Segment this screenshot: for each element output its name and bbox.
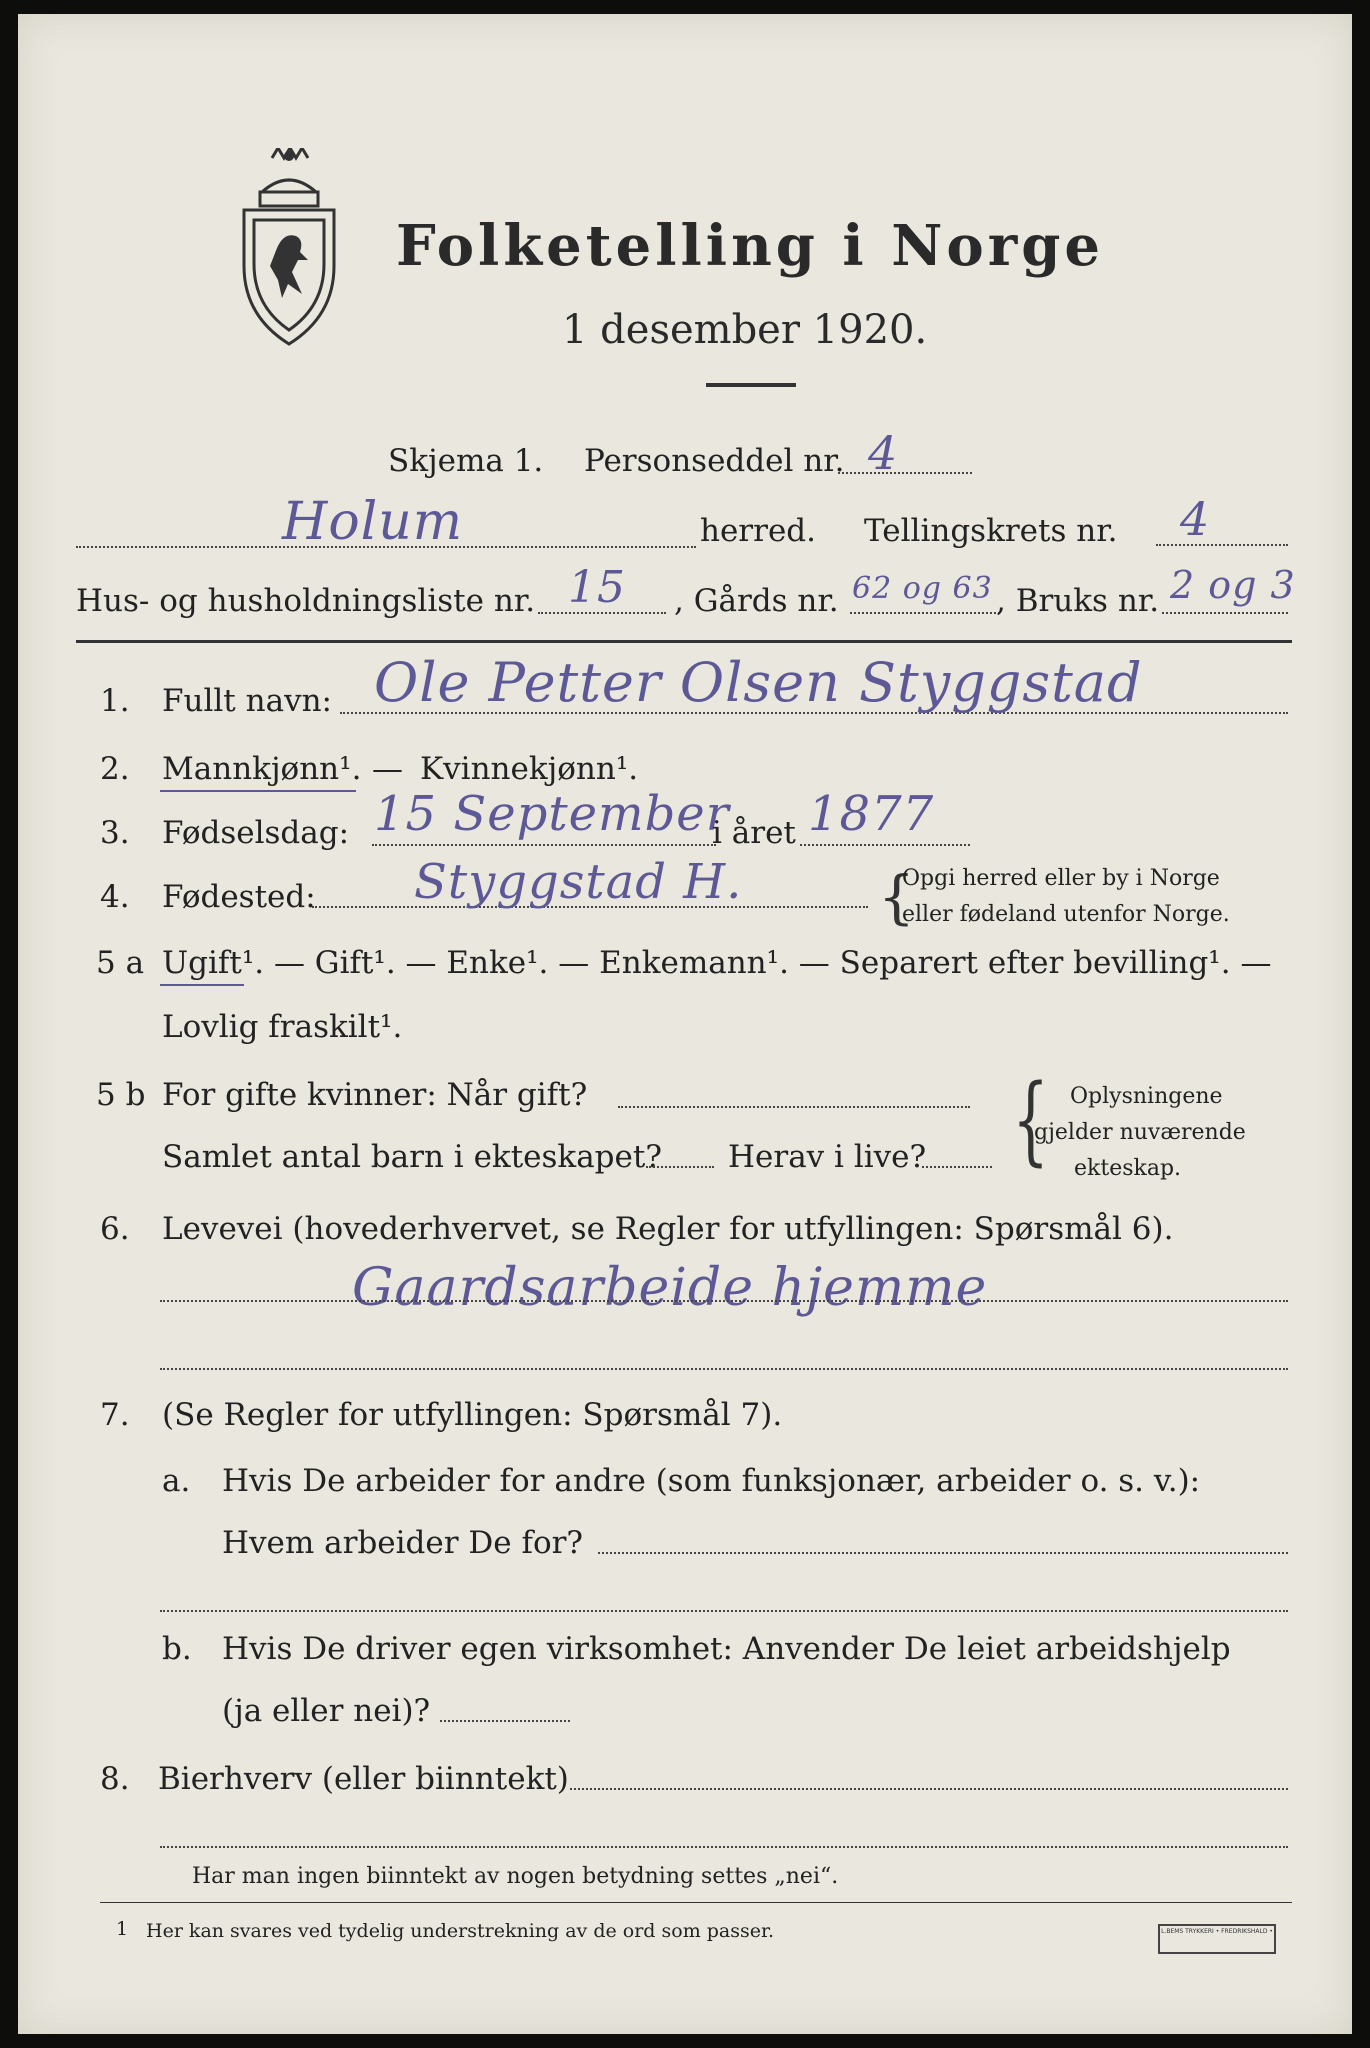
gards-value: 62 og 63 [852, 571, 993, 606]
footnote-text: Her kan svares ved tydelig understrekning av de ord som passer. [146, 1920, 775, 1942]
no-income-note: Har man ingen biinntekt av nogen betydning settes „nei“. [192, 1864, 839, 1889]
q7a-line1: Hvis De arbeider for andre (som funksjonær, arbeider o. s. v.): [222, 1463, 1201, 1499]
printer-stamp: L.BEMS TRYKKERI • FREDRIKSHALD • [1158, 1924, 1276, 1954]
hired-help-line [440, 1720, 570, 1722]
coat-of-arms-icon [232, 148, 346, 348]
q5b-note-line1: Oplysningene [1070, 1084, 1223, 1109]
footnote-mark: 1 [116, 1918, 129, 1940]
q7b-line2: (ja eller nei)? [222, 1693, 431, 1729]
q5a-number: 5 a [96, 945, 145, 981]
census-date: 1 desember 1920. [562, 307, 928, 353]
employer-line2 [160, 1610, 1288, 1612]
gards-line [850, 612, 1000, 614]
tellingskrets-value: 4 [1180, 492, 1211, 546]
husliste-label: Hus- og husholdningsliste nr. [76, 583, 536, 619]
personseddel-line [838, 472, 972, 474]
employer-line [598, 1552, 1288, 1554]
footer-divider [100, 1902, 1292, 1903]
herred-value: Holum [282, 492, 464, 552]
q5b-brace: { [1012, 1064, 1049, 1176]
q2-dash: — [372, 751, 403, 787]
q7-number: 7. [100, 1397, 130, 1433]
civil-status-options: Ugift¹. — Gift¹. — Enke¹. — Enkemann¹. — Separert efter bevilling¹. — [162, 945, 1272, 981]
q1-number: 1. [100, 683, 130, 719]
married-when-line [618, 1106, 970, 1108]
children-alive-line [922, 1166, 992, 1168]
q3-line [372, 844, 716, 846]
q6-number: 6. [100, 1211, 130, 1247]
header-divider [76, 640, 1292, 643]
year-line [800, 844, 970, 846]
q5b-number: 5 b [96, 1077, 146, 1113]
birthday-value: 15 September [374, 786, 730, 842]
tellingskrets-label: Tellingskrets nr. [864, 513, 1118, 549]
bruks-value: 2 og 3 [1170, 563, 1296, 607]
q4-note-line2: eller fødeland utenfor Norge. [902, 902, 1230, 927]
male-underline [160, 790, 356, 792]
side-income-line2 [160, 1846, 1288, 1848]
q2-number: 2. [100, 751, 130, 787]
q5b-note-line3: ekteskap. [1074, 1156, 1182, 1181]
q7b-letter: b. [162, 1631, 192, 1667]
q5b-children-alive: Herav i live? [728, 1139, 927, 1175]
q5b-married-when: For gifte kvinner: Når gift? [162, 1077, 588, 1113]
side-income-line [570, 1788, 1288, 1790]
ugift-underline [160, 984, 244, 986]
divorced-option: Lovlig fraskilt¹. [162, 1009, 403, 1045]
q7-label: (Se Regler for utfyllingen: Spørsmål 7). [162, 1397, 783, 1433]
full-name-value: Ole Petter Olsen Styggstad [374, 651, 1143, 714]
q4-number: 4. [100, 879, 130, 915]
q4-brace: { [878, 863, 915, 931]
q3-number: 3. [100, 815, 130, 851]
tellingskrets-line [1156, 544, 1288, 546]
bruks-label: , Bruks nr. [996, 583, 1160, 619]
q1-label: Fullt navn: [162, 683, 332, 719]
husliste-value: 15 [568, 562, 626, 613]
title-divider [706, 383, 796, 387]
q7a-line2: Hvem arbeider De for? [222, 1525, 584, 1561]
q7a-letter: a. [162, 1463, 191, 1499]
q6-label: Levevei (hovederhvervet, se Regler for utfyllingen: Spørsmål 6). [162, 1211, 1174, 1247]
children-total-line [646, 1166, 714, 1168]
q7b-line1: Hvis De driver egen virksomhet: Anvender De leiet arbeidshjelp [222, 1631, 1231, 1667]
form-title: Folketelling i Norge [396, 213, 1105, 279]
q6-line1 [160, 1300, 1288, 1302]
q8-label: Bierhverv (eller biinntekt) [158, 1761, 569, 1797]
birthplace-value: Styggstad H. [414, 854, 743, 910]
q5b-children-total: Samlet antal barn i ekteskapet? [162, 1139, 662, 1175]
birth-year-value: 1877 [808, 786, 935, 842]
year-label: i året [712, 815, 796, 851]
occupation-value: Gaardsarbeide hjemme [352, 1258, 988, 1318]
q4-note-line1: Opgi herred eller by i Norge [902, 866, 1220, 891]
q5b-note-line2: gjelder nuværende [1034, 1120, 1246, 1145]
q6-line2 [160, 1368, 1288, 1370]
male-option: Mannkjønn¹. [162, 751, 362, 787]
female-option: Kvinnekjønn¹. [420, 751, 639, 787]
schema-label: Skjema 1. [388, 443, 544, 479]
q8-number: 8. [100, 1761, 130, 1797]
bruks-line [1162, 612, 1288, 614]
personseddel-value: 4 [868, 426, 899, 480]
herred-label: herred. [700, 513, 816, 549]
gards-label: , Gårds nr. [674, 583, 839, 619]
q3-label: Fødselsdag: [162, 815, 350, 851]
personseddel-label: Personseddel nr. [584, 443, 845, 479]
q4-label: Fødested: [162, 879, 316, 915]
